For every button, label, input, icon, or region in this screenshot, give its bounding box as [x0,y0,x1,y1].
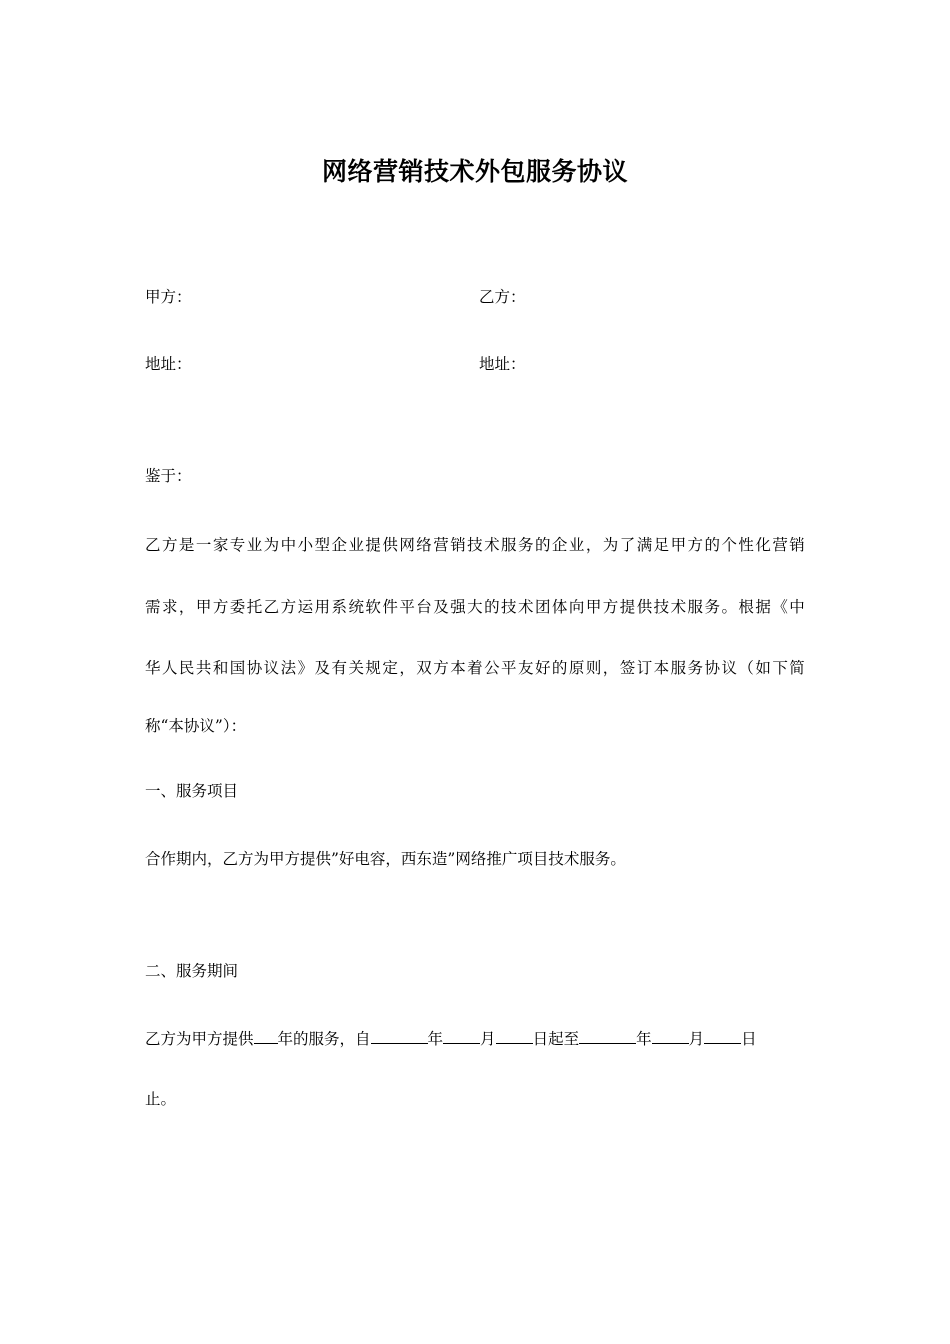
section-2-heading: 二、服务期间 [145,962,239,980]
service-period-text-4: 月 [480,1030,496,1048]
end-month-blank [652,1029,689,1044]
start-year-blank [371,1029,428,1044]
start-month-blank [443,1029,480,1044]
section-1-heading: 一、服务项目 [145,782,239,800]
intro-line-3: 华人民共和国协议法》及有关规定，双方本着公平友好的原则，签订本服务协议（如下简 [145,659,805,677]
service-period-end: 止。 [145,1090,177,1108]
address-a-label: 地址： [145,355,192,373]
intro-line-1: 乙方是一家专业为中小型企业提供网络营销技术服务的企业，为了满足甲方的个性化营销 [145,536,805,554]
end-day-blank [704,1029,741,1044]
party-a-label: 甲方： [145,288,192,306]
start-day-blank [496,1029,533,1044]
intro-line-2: 需求，甲方委托乙方运用系统软件平台及强大的技术团体向甲方提供技术服务。根据《中 [145,598,805,616]
service-period-text-7: 月 [688,1030,705,1048]
party-b-label: 乙方： [479,288,526,306]
service-period-text-8: 日 [741,1030,757,1048]
service-period-text-1: 乙方为甲方提供 [145,1030,254,1048]
service-period-line [145,1029,757,1049]
service-period-text-2: 年的服务，自 [277,1030,371,1048]
service-period-text-3: 年 [427,1030,444,1048]
address-b-label: 地址： [479,355,526,373]
years-blank [254,1029,278,1044]
whereas-label: 鉴于： [145,467,192,485]
section-1-body: 合作期内，乙方为甲方提供”好电容，西东造”网络推广项目技术服务。 [145,850,626,868]
document-title: 网络营销技术外包服务协议 [321,157,628,186]
end-year-blank [579,1029,636,1044]
service-period-text-6: 年 [636,1030,652,1048]
intro-line-4: 称“本协议”）： [145,717,247,735]
service-period-text-5: 日起至 [532,1030,580,1048]
